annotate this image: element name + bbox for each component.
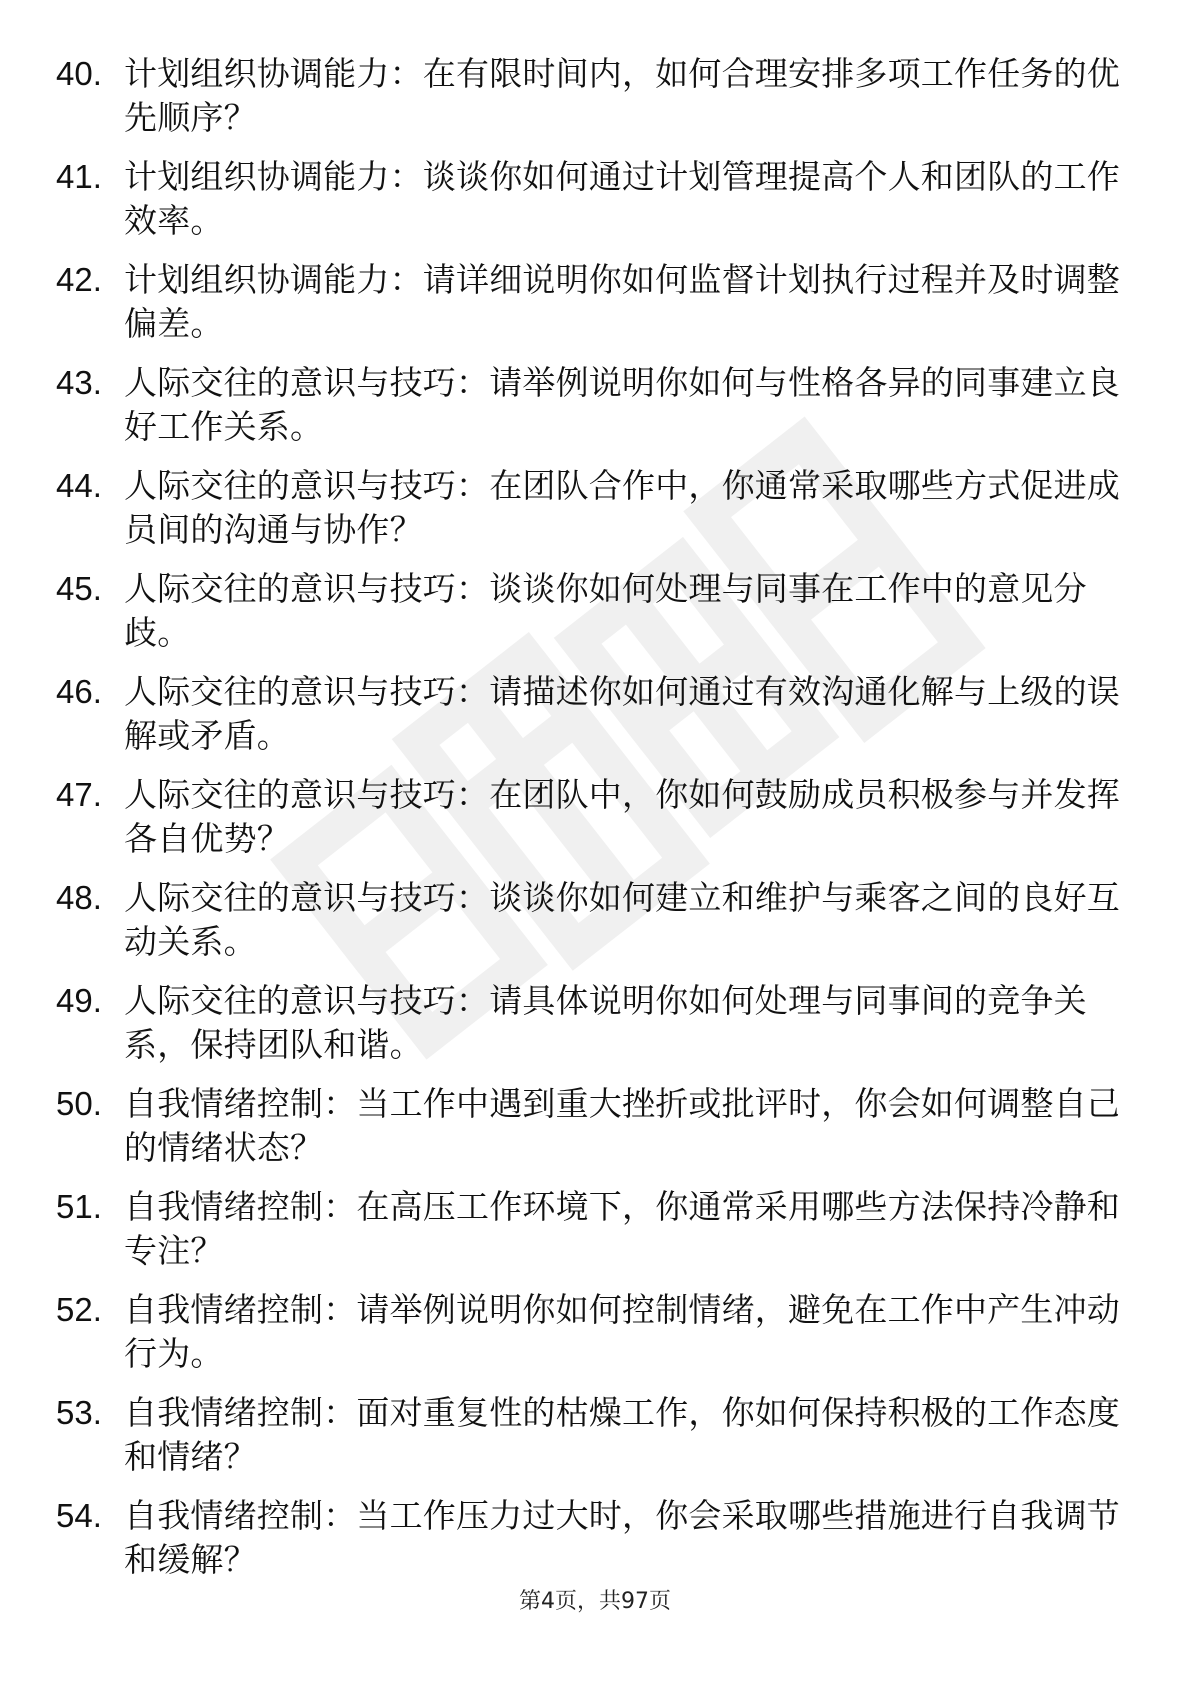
question-number: 48. [56,879,102,916]
question-text: 自我情绪控制：当工作中遇到重大挫折或批评时，你会如何调整自己的情绪状态？ [124,1084,1120,1167]
question-number: 52. [56,1291,102,1328]
question-item [56,670,1136,773]
question-number: 41. [56,158,102,195]
question-text: 计划组织协调能力：谈谈你如何通过计划管理提高个人和团队的工作效率。 [124,157,1120,240]
question-number: 42. [56,261,102,298]
page-footer: 第4页，共97页 [519,1589,671,1614]
question-item [56,979,1136,1082]
question-list [56,52,1136,1597]
question-number: 54. [56,1497,102,1534]
question-text: 计划组织协调能力：请详细说明你如何监督计划执行过程并及时调整偏差。 [124,260,1120,343]
question-item [56,464,1136,567]
question-item [56,1391,1136,1494]
question-item [56,773,1136,876]
question-text: 人际交往的意识与技巧：谈谈你如何建立和维护与乘客之间的良好互动关系。 [124,878,1120,961]
question-item [56,155,1136,258]
question-text: 人际交往的意识与技巧：在团队中，你如何鼓励成员积极参与并发挥各自优势？ [124,775,1120,858]
question-text: 人际交往的意识与技巧：在团队合作中，你通常采取哪些方式促进成员间的沟通与协作？ [124,466,1120,549]
question-text: 自我情绪控制：当工作压力过大时，你会采取哪些措施进行自我调节和缓解？ [124,1496,1120,1579]
question-number: 46. [56,673,102,710]
question-number: 53. [56,1394,102,1431]
question-item [56,258,1136,361]
question-item [56,567,1136,670]
question-text: 人际交往的意识与技巧：谈谈你如何处理与同事在工作中的意见分歧。 [124,569,1087,652]
question-text: 人际交往的意识与技巧：请举例说明你如何与性格各异的同事建立良好工作关系。 [124,363,1120,446]
question-number: 44. [56,467,102,504]
question-item [56,52,1136,155]
question-number: 40. [56,55,102,92]
question-number: 49. [56,982,102,1019]
question-text: 自我情绪控制：在高压工作环境下，你通常采用哪些方法保持冷静和专注？ [124,1187,1120,1270]
question-item [56,1185,1136,1288]
question-item [56,361,1136,464]
question-number: 51. [56,1188,102,1225]
question-item [56,1082,1136,1185]
question-text: 自我情绪控制：面对重复性的枯燥工作，你如何保持积极的工作态度和情绪？ [124,1393,1120,1476]
question-item [56,876,1136,979]
question-text: 人际交往的意识与技巧：请描述你如何通过有效沟通化解与上级的误解或矛盾。 [124,672,1120,755]
question-text: 计划组织协调能力：在有限时间内，如何合理安排多项工作任务的优先顺序？ [124,54,1120,137]
question-number: 50. [56,1085,102,1122]
question-item [56,1288,1136,1391]
question-item [56,1494,1136,1597]
question-number: 45. [56,570,102,607]
question-number: 43. [56,364,102,401]
question-number: 47. [56,776,102,813]
question-text: 自我情绪控制：请举例说明你如何控制情绪，避免在工作中产生冲动行为。 [124,1290,1120,1373]
question-text: 人际交往的意识与技巧：请具体说明你如何处理与同事间的竞争关系，保持团队和谐。 [124,981,1087,1064]
